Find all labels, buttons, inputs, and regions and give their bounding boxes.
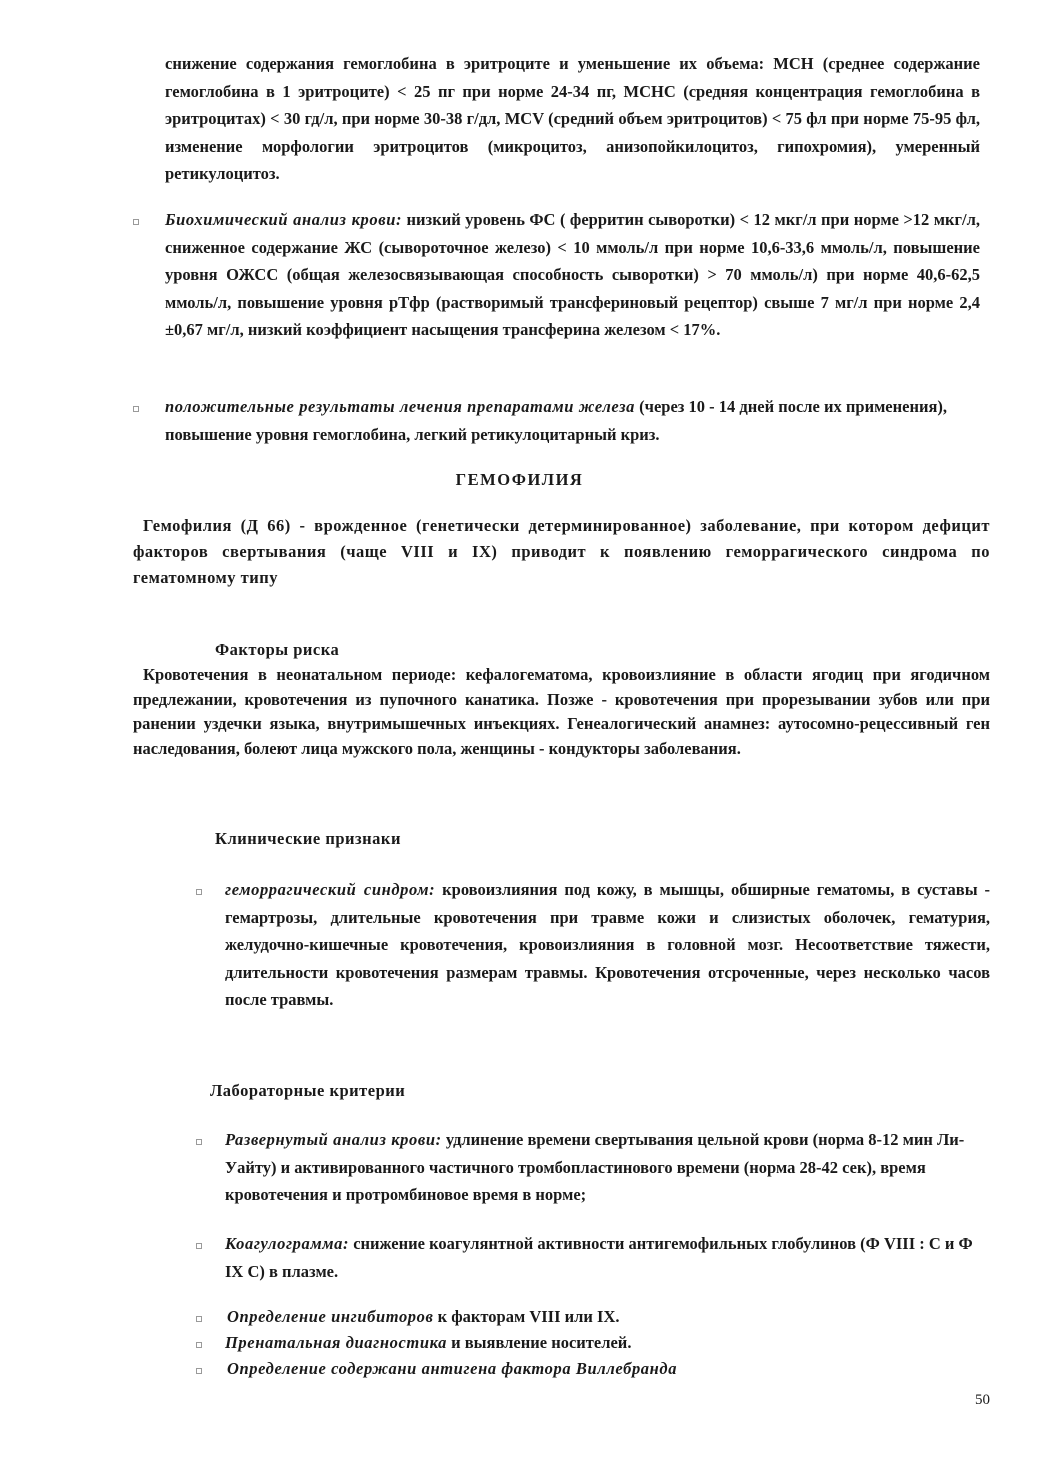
bullet-marker — [133, 219, 139, 225]
bullet-marker — [196, 1316, 202, 1322]
bullet-marker — [196, 889, 202, 895]
bullet-text: низкий уровень ФС ( ферритин сыворотки) < 12 мкг/л при норме >12 мкг/л, сниженное содержание ЖС (сывороточное железо) < 10 ммоль/л при норме 10,6-33,6 ммоль/л, повышение уровня ОЖСС (общая железосвязывающая способность сыворотки) > 70 ммоль/л) при норме 40,6-62,5 ммоль/л, повышение уровня рТфр (растворимый трансфериновый рецептор) свыше 7 мг/л при норме 2,4 ±0,67 мг/л, низкий коэффициент насыщения трансферина железом < 17%. — [165, 210, 980, 339]
bullet-text: кровоизлияния под кожу, в мышцы, обширные гематомы, в суставы - гемартрозы, длительные кровотечения при травме кожи и слизистых оболочек, гематурия, желудочно-кишечные кровотечения, кровоизлияния в головной мозг. Несоответствие тяжести, длительности кровотечения размерам травмы. Кровотечения отсроченные, через несколько часов после травмы. — [225, 880, 990, 1009]
bullet-term: положительные результаты лечения препаратами железа — [165, 397, 636, 416]
bullet-biochemistry — [165, 206, 980, 344]
lab-bullet — [227, 1303, 992, 1331]
bullet-term: Биохимический анализ крови: — [165, 210, 403, 229]
bullet-text: (через 10 - 14 дней после их применения), повышение уровня гемоглобина, легкий ретикулоцитарный криз. — [165, 397, 948, 444]
section-title: ГЕМОФИЛИЯ — [455, 470, 584, 489]
bullet-marker — [196, 1139, 202, 1145]
page-number: 50 — [975, 1392, 990, 1408]
clinical-heading: Клинические признаки — [215, 829, 401, 848]
lab-heading: Лабораторные критерии — [210, 1081, 406, 1100]
bullet-term: Определение ингибиторов — [227, 1307, 434, 1326]
lab-bullet — [225, 1230, 990, 1285]
lab-bullet — [227, 1355, 992, 1383]
bullet-term: Определение содержани антигена фактора Виллебранда — [227, 1359, 678, 1378]
bullet-marker — [196, 1243, 202, 1249]
lab-bullet — [225, 1126, 990, 1209]
bullet-text: снижение коагулянтной активности антигемофильных глобулинов (Ф VIII : С и Ф IX С) в плазме. — [225, 1234, 973, 1281]
bullet-term: Коагулограмма: — [225, 1234, 350, 1253]
bullet-text: удлинение времени свертывания цельной крови (норма 8-12 мин Ли-Уайту) и активированного частичного тромбопластинового времени (норма 28-42 сек), время кровотечения и протромбиновое время в норме; — [225, 1130, 965, 1204]
bullet-clinical — [225, 876, 990, 1014]
bullet-marker — [196, 1368, 202, 1374]
bullet-text: к факторам VIII или IX. — [433, 1307, 620, 1326]
bullet-term: Развернутый анализ крови: — [225, 1130, 442, 1149]
bullet-text: и выявление носителей. — [447, 1333, 632, 1352]
definition-paragraph: Гемофилия (Д 66) - врожденное (генетически детерминированное) заболевание, при котором дефицит факторов свертывания (чаще VIII и IX) приводит к появлению геморрагического синдрома по гематомному типу — [133, 516, 990, 587]
bullet-marker — [133, 406, 139, 412]
lab-bullet — [225, 1329, 990, 1357]
risk-heading: Факторы риска — [215, 640, 340, 659]
paragraph-blood-indices: снижение содержания гемоглобина в эритроците и уменьшение их объема: МСН (среднее содержание гемоглобина в 1 эритроците) < 25 пг при норме 24-34 пг, МСНС (средняя концентрация гемоглобина в эритроцитах) < 30 гд/л, при норме 30-38 г/дл, MCV (средний объем эритроцитов) < 75 фл при норме 75-95 фл, изменение морфологии эритроцитов (микроцитоз, анизопойкилоцитоз, гипохромия), умеренный ретикулоцитоз. — [165, 54, 980, 183]
bullet-term: геморрагический синдром: — [225, 880, 436, 899]
risk-paragraph: Кровотечения в неонатальном периоде: кефалогематома, кровоизлияние в области ягодиц при ягодичном предлежании, кровотечения из пупочного канатика. Позже - кровотечения при прорезывании зубов или при ранении уздечки языка, внутримышечных инъекциях. Генеалогический анамнез: аутосомно-рецессивный ген наследования, болеют лица мужского пола, женщины - кондукторы заболевания. — [133, 665, 990, 758]
bullet-treatment — [165, 393, 980, 448]
bullet-marker — [196, 1342, 202, 1348]
bullet-term: Пренатальная диагностика — [225, 1333, 447, 1352]
